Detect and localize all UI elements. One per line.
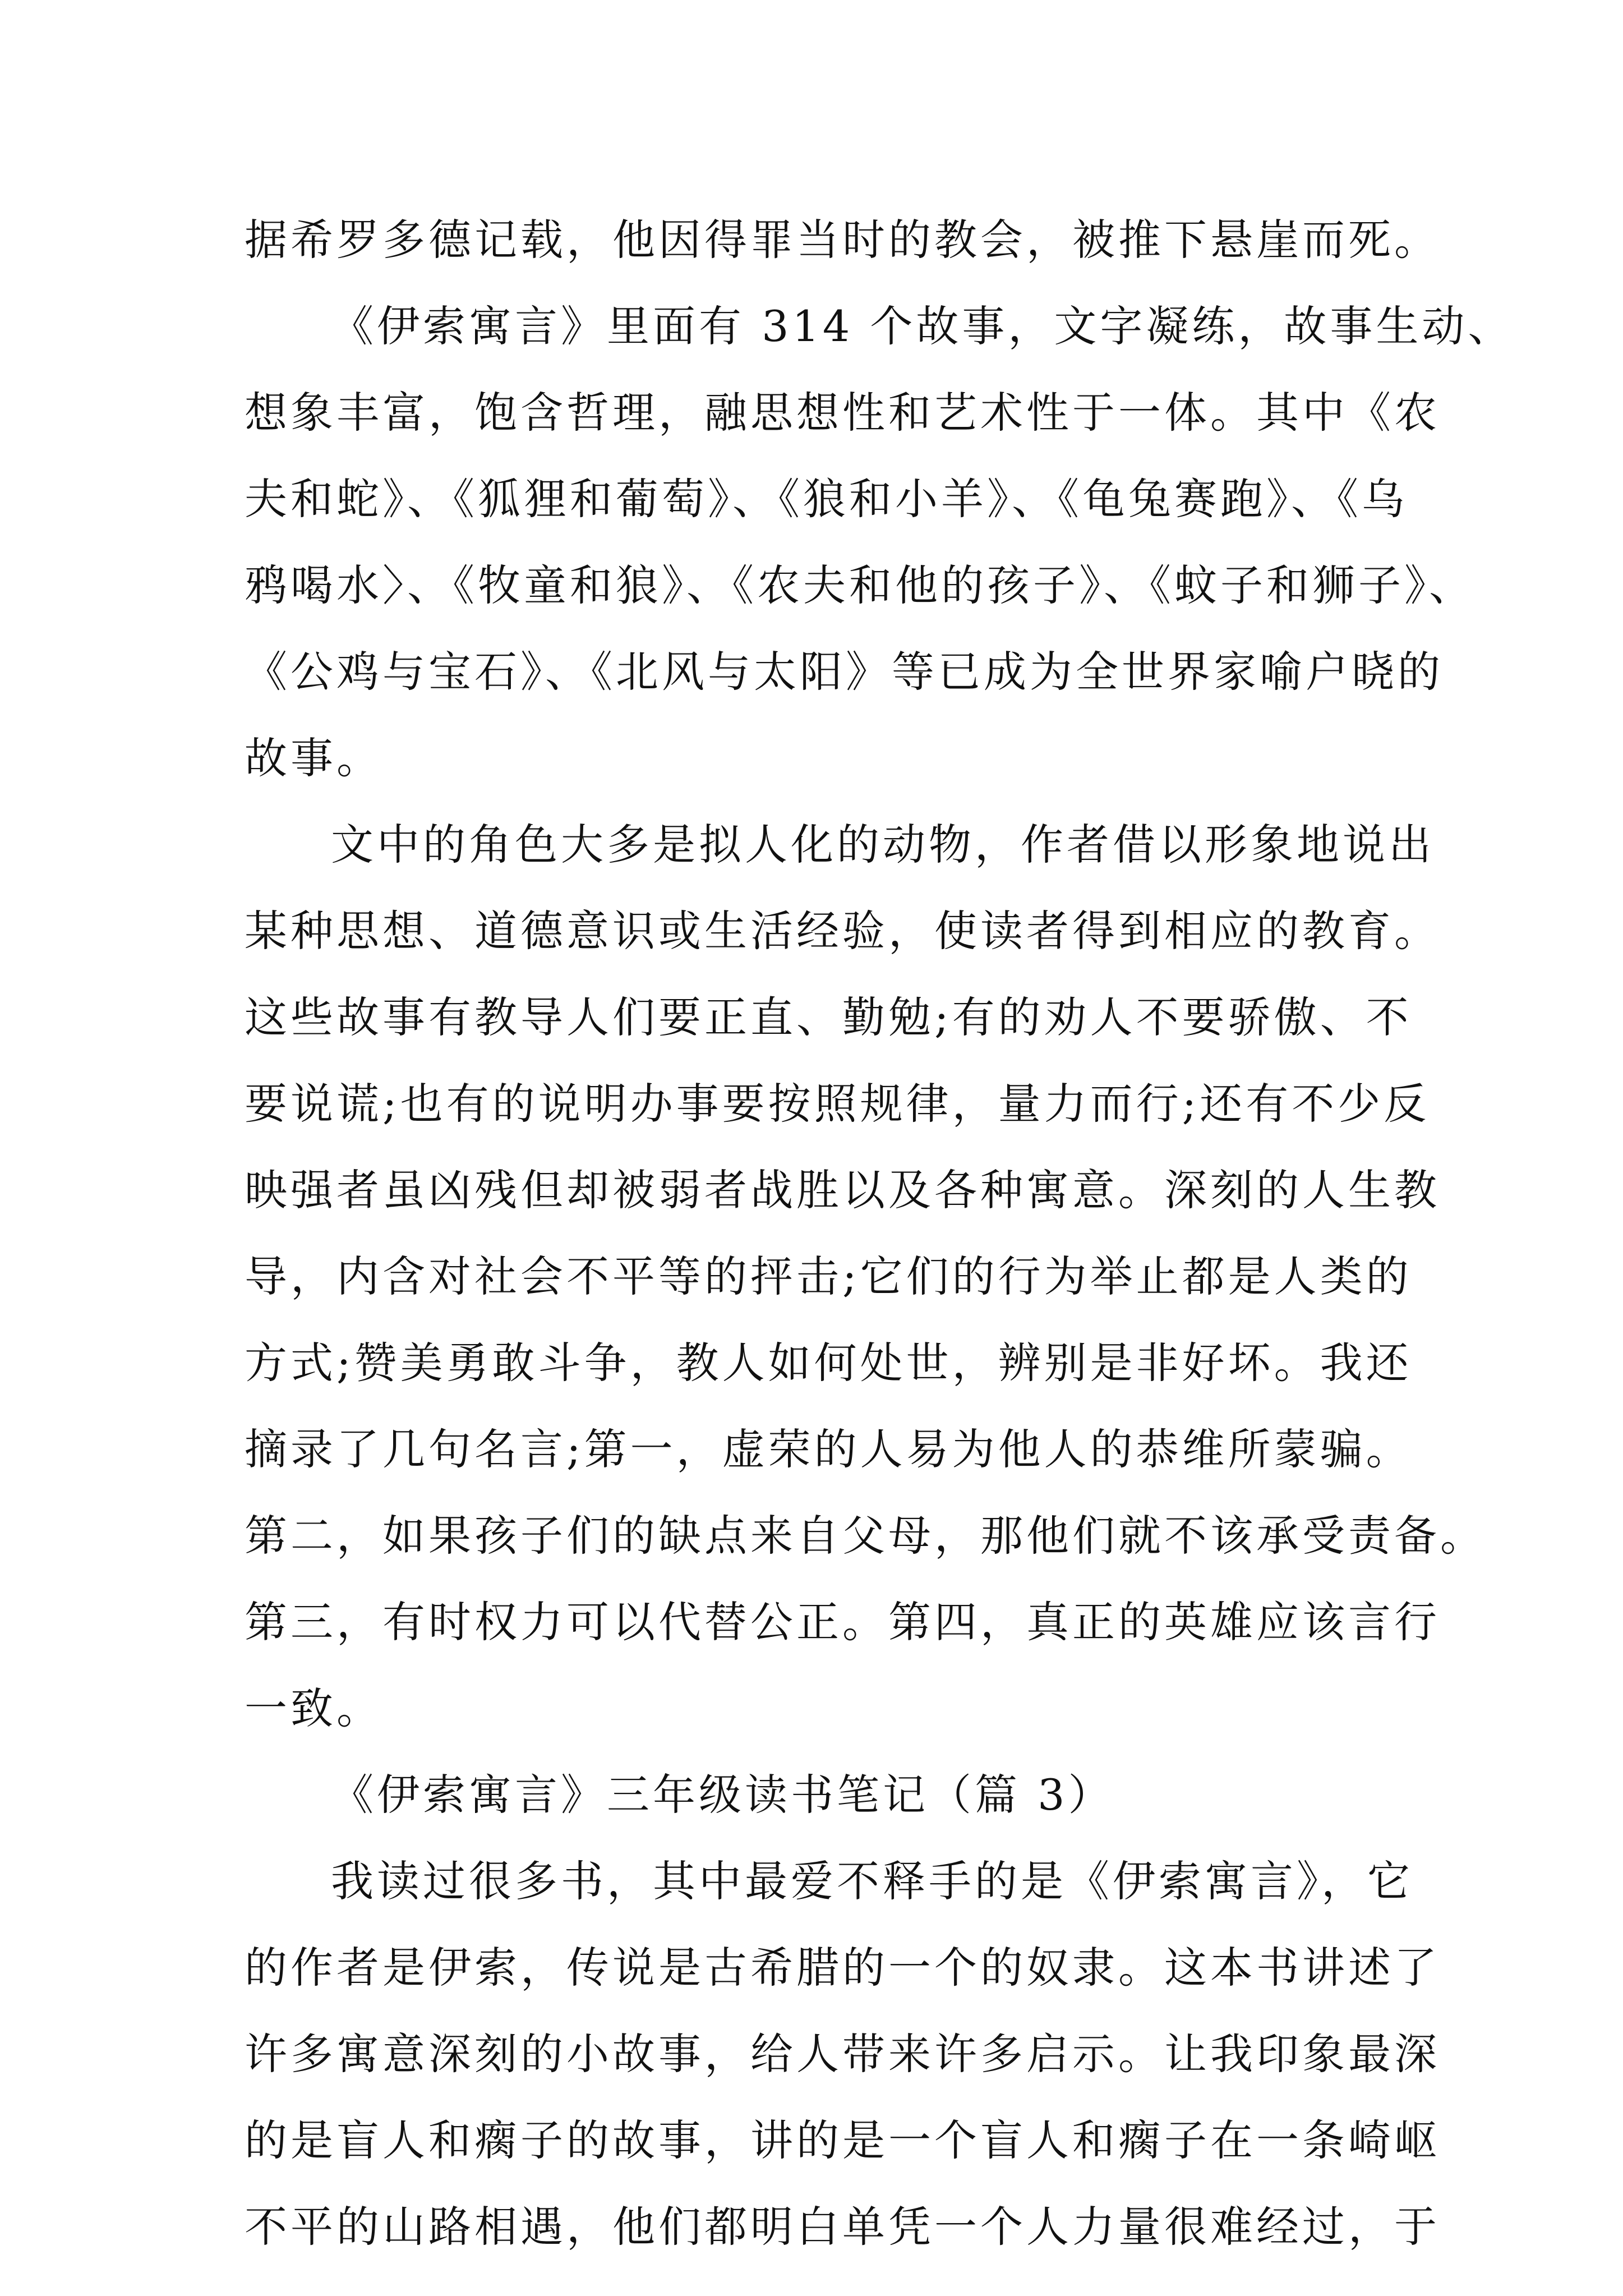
paragraph-3-line-11: 一致。 xyxy=(245,1683,382,1733)
paragraph-4-line-2: 的作者是伊索，传说是古希腊的一个的奴隶。这本书讲述了 xyxy=(245,1943,1440,1993)
paragraph-4-line-5: 不平的山路相遇，他们都明白单凭一个人力量很难经过，于 xyxy=(245,2202,1440,2252)
paragraph-3-line-10: 第三，有时权力可以代替公正。第四，真正的英雄应该言行 xyxy=(245,1597,1440,1647)
paragraph-3-line-7: 方式;赞美勇敢斗争，教人如何处世，辨别是非好坏。我还 xyxy=(245,1338,1412,1388)
paragraph-2-line-5: 《公鸡与宝石》、《北风与太阳》等已成为全世界家喻户晓的 xyxy=(245,647,1444,697)
paragraph-2-line-2: 想象丰富，饱含哲理，融思想性和艺术性于一体。其中《农 xyxy=(245,388,1440,438)
paragraph-2-line-6: 故事。 xyxy=(245,733,382,783)
paragraph-3-line-1: 文中的角色大多是拟人化的动物，作者借以形象地说出 xyxy=(331,820,1435,869)
paragraph-4-line-3: 许多寓意深刻的小故事，给人带来许多启示。让我印象最深 xyxy=(245,2029,1440,2079)
paragraph-2-line-1: 《伊索寓言》里面有 314 个故事，文字凝练，故事生动、 xyxy=(331,301,1514,351)
paragraph-3-line-8: 摘录了几句名言;第一，虚荣的人易为他人的恭维所蒙骗。 xyxy=(245,1424,1412,1474)
paragraph-2-line-3: 夫和蛇》、《狐狸和葡萄》、《狼和小羊》、《龟兔赛跑》、《乌 xyxy=(245,474,1408,524)
section-title: 《伊索寓言》三年级读书笔记（篇 3） xyxy=(331,1770,1114,1820)
paragraph-3-line-3: 这些故事有教导人们要正直、勤勉;有的劝人不要骄傲、不 xyxy=(245,992,1412,1042)
paragraph-3-line-5: 映强者虽凶残但却被弱者战胜以及各种寓意。深刻的人生教 xyxy=(245,1165,1440,1215)
paragraph-1-line-1: 据希罗多德记载，他因得罪当时的教会，被推下悬崖而死。 xyxy=(245,215,1440,265)
paragraph-4-line-4: 的是盲人和瘸子的故事，讲的是一个盲人和瘸子在一条崎岖 xyxy=(245,2115,1440,2165)
paragraph-3-line-4: 要说谎;也有的说明办事要按照规律，量力而行;还有不少反 xyxy=(245,1079,1430,1129)
paragraph-4-line-1: 我读过很多书，其中最爱不释手的是《伊索寓言》，它 xyxy=(331,1856,1413,1906)
paragraph-3-line-2: 某种思想、道德意识或生活经验，使读者得到相应的教育。 xyxy=(245,906,1440,956)
paragraph-3-line-9: 第二，如果孩子们的缺点来自父母，那他们就不该承受责备。 xyxy=(245,1511,1486,1561)
paragraph-3-line-6: 导，内含对社会不平等的抨击;它们的行为举止都是人类的 xyxy=(245,1251,1412,1301)
paragraph-2-line-4: 鸦喝水〉、《牧童和狼》、《农夫和他的孩子》、《蚊子和狮子》、 xyxy=(245,560,1475,610)
